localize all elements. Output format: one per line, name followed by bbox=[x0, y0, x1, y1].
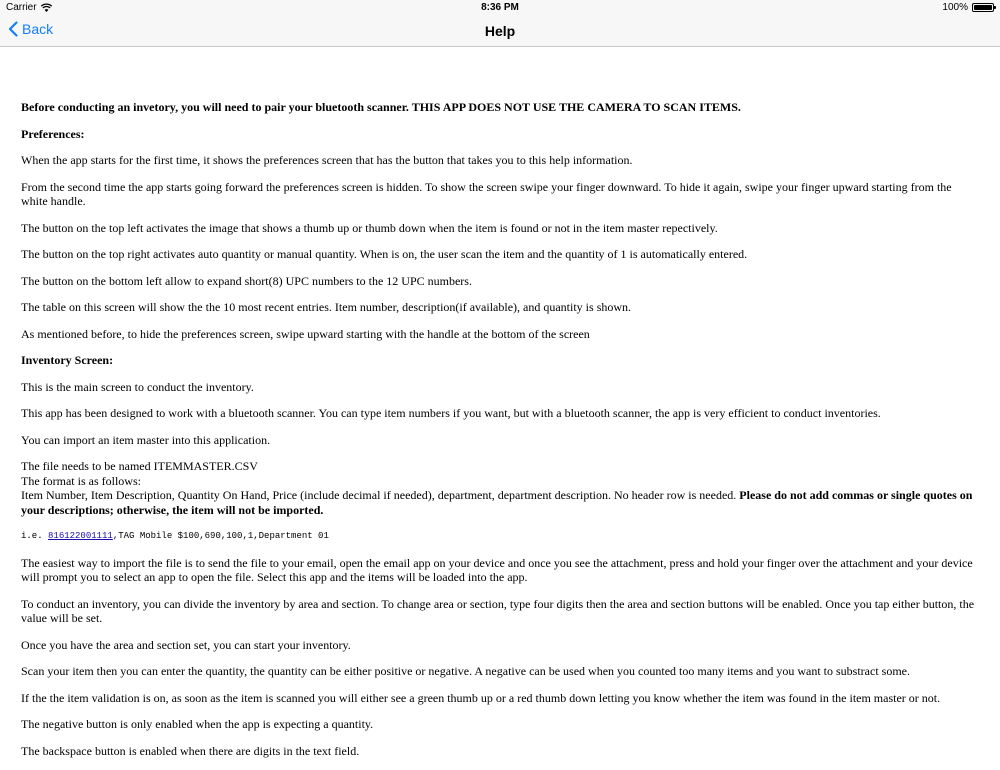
help-content bbox=[21, 100, 979, 770]
page-title: Help bbox=[484, 23, 516, 39]
file-columns-text: Item Number, Item Description, Quantity On Hand, Price (include decimal if needed), department, department description. No header row is needed. bbox=[21, 488, 737, 502]
file-format-block bbox=[21, 459, 979, 517]
preferences-paragraph-4: The button on the top right activates auto quantity or manual quantity. When is on, the user scan the item and the quantity of 1 is automatically entered. bbox=[21, 247, 748, 261]
inventory-paragraph-1: This is the main screen to conduct the inventory. bbox=[21, 379, 254, 394]
inventory-heading: Inventory Screen: bbox=[21, 353, 114, 367]
preferences-paragraph-6: The table on this screen will show the the 10 most recent entries. Item number, description(if available), and quantity is shown. bbox=[21, 300, 632, 314]
inventory-paragraph-3: You can import an item master into this application. bbox=[21, 432, 271, 447]
file-format-line: The format is as follows: bbox=[21, 473, 141, 488]
file-columns-line bbox=[21, 488, 979, 517]
status-right bbox=[942, 2, 994, 13]
file-warning-text: Please do not add commas or single quotes on your descriptions; otherwise, the item will not be imported. bbox=[21, 488, 973, 517]
example-item-link[interactable]: 816122001111 bbox=[48, 531, 113, 541]
battery-percent: 100% bbox=[942, 2, 968, 13]
preferences-paragraph-5: The button on the bottom left allow to expand short(8) UPC numbers to the 12 UPC numbers. bbox=[21, 273, 472, 288]
preferences-paragraph-3: The button on the top left activates the image that shows a thumb up or thumb down when the item is found or not in the item master repectively. bbox=[21, 220, 718, 235]
inventory-paragraph-8: If the the item validation is on, as soon as the item is scanned you will either see a green thumb up or a red thumb down letting you know whether the item was found in the item master or not. bbox=[21, 690, 941, 705]
battery-icon bbox=[972, 3, 994, 12]
inventory-paragraph-5: To conduct an inventory, you can divide the inventory by area and section. To change area or section, type four digits then the area and section buttons will be enabled. Once you tap either button, the value will be set. bbox=[21, 596, 975, 625]
inventory-paragraph-9: The negative button is only enabled when the app is expecting a quantity. bbox=[21, 717, 374, 731]
inventory-paragraph-6: Once you have the area and section set, you can start your inventory. bbox=[21, 637, 351, 652]
example-line bbox=[21, 529, 979, 544]
example-prefix: i.e. bbox=[21, 531, 49, 541]
status-bar bbox=[0, 0, 1000, 16]
inventory-paragraph-10: The backspace button is enabled when there are digits in the text field. bbox=[21, 743, 360, 758]
inventory-paragraph-4: The easiest way to import the file is to send the file to your email, open the email app on your device and once you see the attachment, press and hold your finger over the attachment and your device will prompt you to select an app to open the file. Select this app and the items will be loaded into the app. bbox=[21, 555, 973, 584]
example-rest: ,TAG Mobile $100,690,100,1,Department 01 bbox=[112, 531, 329, 541]
carrier-label: Carrier bbox=[6, 2, 37, 13]
inventory-paragraph-2: This app has been designed to work with a bluetooth scanner. You can type item numbers if you want, but with a bluetooth scanner, the app is very efficient to conduct inventories. bbox=[21, 406, 881, 420]
back-button-label: Back bbox=[22, 21, 54, 37]
navigation-bar bbox=[0, 16, 1000, 47]
preferences-heading: Preferences: bbox=[21, 126, 85, 141]
preferences-paragraph-2: From the second time the app starts going forward the preferences screen is hidden. To show the screen swipe your finger downward. To hide it again, swipe your finger upward starting from the white handle. bbox=[21, 179, 952, 208]
intro-text: Before conducting an invetory, you will need to pair your bluetooth scanner. THIS APP DOES NOT USE THE CAMERA TO SCAN ITEMS. bbox=[21, 100, 741, 114]
preferences-paragraph-7: As mentioned before, to hide the preferences screen, swipe upward starting with the handle at the bottom of the screen bbox=[21, 326, 590, 341]
inventory-paragraph-7: Scan your item then you can enter the quantity, the quantity can be either positive or negative. A negative can be used when you counted too many items and you want to substract some. bbox=[21, 664, 910, 678]
file-name-line: The file needs to be named ITEMMASTER.CSV bbox=[21, 459, 258, 473]
preferences-paragraph-1: When the app starts for the first time, it shows the preferences screen that has the button that takes you to this help information. bbox=[21, 153, 633, 167]
status-time: 8:36 PM bbox=[481, 2, 519, 13]
